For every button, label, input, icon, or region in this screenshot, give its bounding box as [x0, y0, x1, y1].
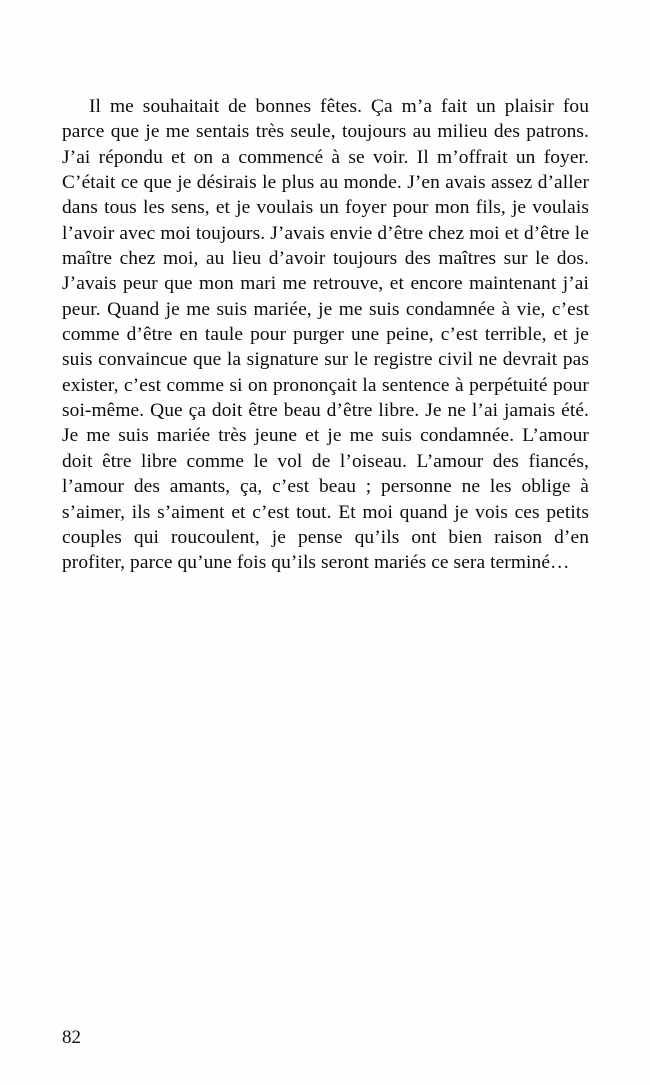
page-number: 82: [62, 1027, 81, 1048]
body-paragraph: Il me souhaitait de bonnes fêtes. Ça m’a fait un plaisir fou parce que je me sentais très seule, toujours au milieu des patrons. J’ai répondu et on a commencé à se voir. Il m’offrait un foyer. C’était ce que je désirais le plus au monde. J’en avais assez d’aller dans tous les sens, et je voulais un foyer pour mon fils, je voulais l’avoir avec moi toujours. J’avais envie d’être chez moi et d’être le maître chez moi, au lieu d’avoir toujours des maîtres sur le dos. J’avais peur que mon mari me retrouve, et encore maintenant j’ai peur. Quand je me suis mariée, je me suis condamnée à vie, c’est comme d’être en taule pour purger une peine, c’est terrible, et je suis convaincue que la signature sur le registre civil ne devrait pas exister, c’est comme si on prononçait la sentence à perpétuité pour soi-même. Que ça doit être beau d’être libre. Je ne l’ai jamais été. Je me suis mariée très jeune et je me suis condamnée. L’amour doit être libre comme le vol de l’oiseau. L’amour des fiancés, l’amour des amants, ça, c’est beau ; personne ne les oblige à s’aimer, ils s’aiment et c’est tout. Et moi quand je vois ces petits couples qui roucoulent, je pense qu’ils ont bien raison d’en profiter, parce qu’une fois qu’ils seront mariés ce sera terminé…: [62, 96, 589, 574]
text-block: [62, 94, 589, 576]
